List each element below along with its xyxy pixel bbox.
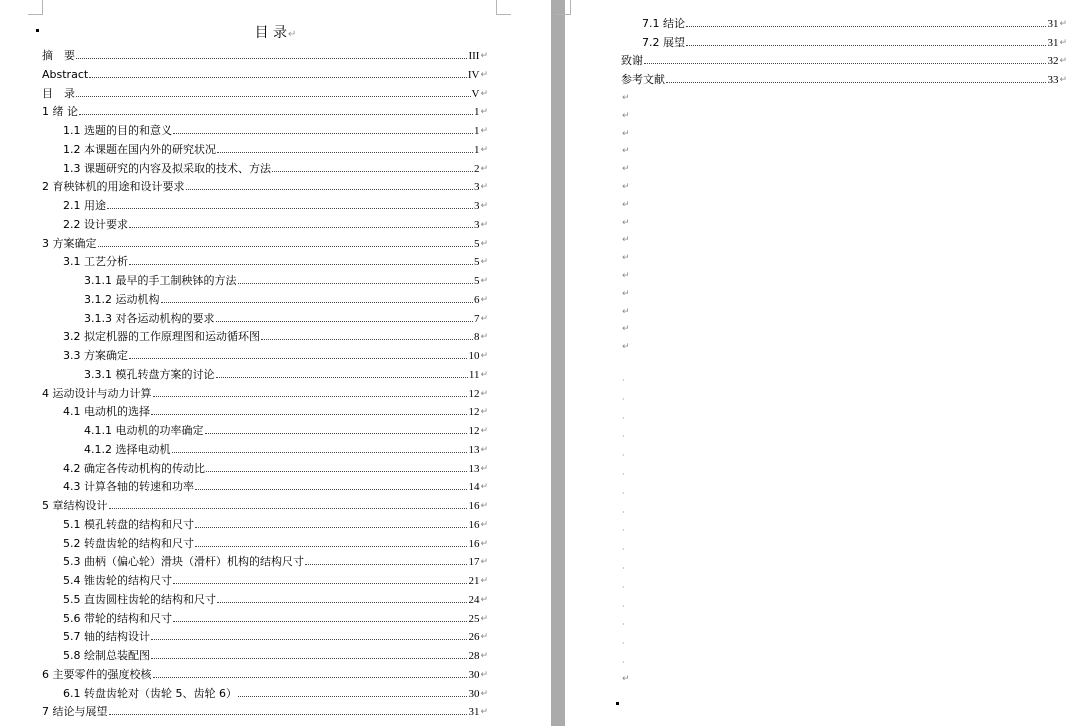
toc-entry-label: 5 章结构设计 xyxy=(42,499,108,512)
paragraph-mark-icon: ↵ xyxy=(480,463,488,474)
toc-dot-leader xyxy=(76,96,471,97)
toc-entry[interactable] xyxy=(42,101,488,119)
paragraph-mark-icon: ↵ xyxy=(480,444,488,455)
toc-entry-label: 4.1 电动机的选择 xyxy=(63,405,150,419)
toc-entry-label: 5.2 转盘齿轮的结构和尺寸 xyxy=(63,536,194,550)
toc-entry-label: 3.1.1 最早的手工制秧钵的方法 xyxy=(84,274,237,287)
toc-dot-leader xyxy=(89,77,467,78)
toc-dot-leader xyxy=(686,26,1046,27)
toc-dot-leader xyxy=(238,283,473,284)
toc-entry-label: 5.1 模孔转盘的结构和尺寸 xyxy=(63,517,194,531)
toc-entry-label: 5.4 锥齿轮的结构尺寸 xyxy=(63,574,172,587)
toc-entry[interactable] xyxy=(63,514,488,532)
paragraph-mark-icon: ↵ xyxy=(480,482,488,493)
paragraph-mark-icon: ↵ xyxy=(622,253,630,264)
toc-entry[interactable] xyxy=(642,13,1067,31)
margin-corner-top-right xyxy=(496,0,511,15)
toc-dot-leader xyxy=(206,471,467,472)
toc-entry[interactable] xyxy=(42,176,488,194)
paragraph-mark-icon: ↵ xyxy=(1059,56,1067,66)
toc-dot-leader xyxy=(129,264,473,265)
toc-dot-leader xyxy=(216,377,468,378)
toc-entry-page: 1 xyxy=(473,125,480,137)
empty-line-mark: · xyxy=(622,639,625,649)
empty-line-mark: · xyxy=(622,451,625,461)
paragraph-mark-icon: ↵ xyxy=(480,107,488,118)
paragraph-mark-icon: ↵ xyxy=(480,557,488,568)
toc-entry-page: 7 xyxy=(473,312,480,325)
toc-entry-label: 6.1 转盘齿轮对（齿轮 5、齿轮 6） xyxy=(63,686,237,700)
paragraph-mark-icon: ↵ xyxy=(480,332,488,343)
toc-entry[interactable] xyxy=(84,420,488,438)
toc-entry[interactable] xyxy=(63,139,488,157)
toc-entry[interactable] xyxy=(63,401,488,419)
toc-entry[interactable] xyxy=(63,533,488,551)
toc-entry-label: 2.1 用途 xyxy=(63,199,106,212)
toc-entry-label: 参考文献 xyxy=(621,72,665,86)
toc-dot-leader xyxy=(109,714,468,715)
toc-entry-label: 1 绪 论 xyxy=(42,105,78,119)
paragraph-mark-icon: ↵ xyxy=(480,126,488,136)
toc-entry[interactable] xyxy=(63,476,488,494)
toc-entry-label: 4.3 计算各轴的转速和功率 xyxy=(63,480,194,494)
toc-entry[interactable] xyxy=(621,50,1067,68)
toc-entry-label: 7 结论与展望 xyxy=(42,705,108,719)
paragraph-mark-icon: ↵ xyxy=(622,342,630,353)
toc-entry[interactable] xyxy=(63,120,488,138)
toc-entry-page: 16 xyxy=(468,518,480,531)
toc-entry-label: 7.1 结论 xyxy=(642,17,685,30)
toc-entry-page: 5 xyxy=(473,256,480,269)
empty-line-mark: · xyxy=(622,601,625,611)
toc-entry-label: 3.1 工艺分析 xyxy=(63,255,128,269)
toc-dot-leader xyxy=(217,152,473,153)
empty-line-mark: · xyxy=(622,413,625,423)
paragraph-mark-icon: ↵ xyxy=(1059,19,1067,29)
toc-entry-label: 1.1 选题的目的和意义 xyxy=(63,124,172,137)
paragraph-mark-icon: ↵ xyxy=(480,688,488,699)
toc-dot-leader xyxy=(238,696,467,697)
toc-heading-text: 目 录 xyxy=(254,25,288,41)
toc-entry-page: 26 xyxy=(468,631,480,644)
page-gap xyxy=(551,0,565,726)
toc-entry-label: 3.1.2 运动机构 xyxy=(84,292,160,306)
toc-entry-page: 1 xyxy=(473,143,480,156)
toc-entry[interactable] xyxy=(63,551,488,569)
toc-entry[interactable] xyxy=(63,214,488,232)
paragraph-mark-icon: ↵ xyxy=(480,669,488,680)
paragraph-mark-icon: ↵ xyxy=(480,407,488,418)
paragraph-mark-icon: ↵ xyxy=(622,93,630,103)
paragraph-mark-icon: ↵ xyxy=(480,294,488,305)
toc-entry-label: 3.3.1 模孔转盘方案的讨论 xyxy=(84,367,215,381)
toc-dot-leader xyxy=(151,658,467,659)
toc-entry[interactable] xyxy=(63,608,488,626)
toc-entry[interactable] xyxy=(42,45,488,63)
paragraph-mark-icon: ↵ xyxy=(480,388,488,399)
paragraph-mark-icon: ↵ xyxy=(622,235,630,246)
toc-entry[interactable] xyxy=(84,364,488,382)
toc-entry[interactable] xyxy=(84,308,488,326)
toc-entry[interactable] xyxy=(84,270,488,288)
paragraph-mark-icon: ↵ xyxy=(622,324,630,335)
toc-entry-label: 3 方案确定 xyxy=(42,236,97,250)
empty-line-mark: · xyxy=(622,564,625,573)
toc-entry-page: 8 xyxy=(473,331,480,344)
paragraph-mark-icon: ↵ xyxy=(480,594,488,605)
toc-entry-page: 25 xyxy=(468,612,480,625)
empty-line-mark: · xyxy=(622,658,625,667)
toc-entry-label: 目 录 xyxy=(42,86,75,100)
toc-entry-page: 5 xyxy=(473,275,480,287)
paragraph-mark-icon: ↵ xyxy=(480,519,488,530)
paragraph-mark-icon: ↵ xyxy=(622,146,630,157)
paragraph-mark-icon: ↵ xyxy=(480,426,488,436)
empty-line-mark: · xyxy=(622,582,625,592)
toc-dot-leader xyxy=(151,414,467,415)
paragraph-mark-icon: ↵ xyxy=(480,238,488,249)
toc-entry-label: 6 主要零件的强度校核 xyxy=(42,667,152,681)
toc-entry-page: 13 xyxy=(468,443,480,456)
toc-dot-leader xyxy=(217,602,467,603)
toc-dot-leader xyxy=(261,339,473,340)
toc-entry-label: 4.2 确定各传动机构的传动比 xyxy=(63,461,205,475)
paragraph-mark-icon: ↵ xyxy=(480,501,488,511)
paragraph-mark-icon: ↵ xyxy=(480,201,488,211)
paragraph-mark-icon: ↵ xyxy=(480,144,488,155)
toc-entry[interactable] xyxy=(63,645,488,663)
toc-entry-page: 5 xyxy=(473,237,480,250)
toc-entry-page: 3 xyxy=(473,200,480,212)
paragraph-mark-icon: ↵ xyxy=(480,707,488,718)
toc-dot-leader xyxy=(153,677,468,678)
document-page-right xyxy=(565,0,1069,726)
empty-line-mark: · xyxy=(622,488,625,498)
toc-entry[interactable] xyxy=(63,589,488,607)
paragraph-mark-icon: ↵ xyxy=(480,369,488,380)
toc-entry-label: 5.8 绘制总装配图 xyxy=(63,649,150,662)
toc-entry-label: 3.3 方案确定 xyxy=(63,349,128,362)
toc-entry-label: 5.3 曲柄（偏心轮）滑块（滑杆）机构的结构尺寸 xyxy=(63,555,304,569)
paragraph-mark-icon: ↵ xyxy=(480,163,488,174)
toc-dot-leader xyxy=(107,208,473,209)
paragraph-mark-icon: ↵ xyxy=(480,219,488,230)
toc-entry-page: 16 xyxy=(468,500,480,512)
toc-dot-leader xyxy=(129,358,467,359)
paragraph-mark-icon: ↵ xyxy=(622,182,630,192)
empty-line-mark: · xyxy=(622,620,625,630)
toc-entry[interactable] xyxy=(621,69,1067,87)
toc-entry[interactable] xyxy=(42,495,488,513)
toc-dot-leader xyxy=(686,45,1046,46)
toc-entry-label: 3.1.3 对各运动机构的要求 xyxy=(84,311,215,325)
toc-entry-page: 13 xyxy=(468,462,480,475)
paragraph-mark-icon: ↵ xyxy=(480,651,488,661)
toc-dot-leader xyxy=(305,564,467,565)
toc-entry-page: 31 xyxy=(1047,36,1059,49)
toc-entry-page: 17 xyxy=(468,556,480,569)
paragraph-mark-icon: ↵ xyxy=(480,69,488,80)
toc-entry-label: 5.6 带轮的结构和尺寸 xyxy=(63,611,172,625)
paragraph-mark-icon: ↵ xyxy=(480,576,488,586)
paragraph-mark-icon: ↵ xyxy=(480,51,488,61)
paragraph-mark-icon: ↵ xyxy=(480,538,488,549)
toc-entry-page: 2 xyxy=(473,162,480,175)
toc-entry-page: 16 xyxy=(468,537,480,550)
toc-entry-label: 1.3 课题研究的内容及拟采取的技术、方法 xyxy=(63,161,271,175)
toc-dot-leader xyxy=(272,171,473,172)
empty-line-mark: · xyxy=(622,545,625,555)
paragraph-mark-icon: ↵ xyxy=(622,271,630,281)
toc-entry-page: IV xyxy=(467,68,480,81)
toc-dot-leader xyxy=(109,508,468,509)
empty-line-mark: · xyxy=(622,526,625,536)
paragraph-mark-icon: ↵ xyxy=(480,257,488,268)
toc-entry-label: 2.2 设计要求 xyxy=(63,217,128,231)
toc-dot-leader xyxy=(644,63,1046,64)
toc-dot-leader xyxy=(173,583,467,584)
paragraph-mark-icon: ↵ xyxy=(480,313,488,324)
empty-line-mark: · xyxy=(622,376,625,385)
paragraph-bullet xyxy=(616,702,619,705)
toc-entry-label: 4.1.2 选择电动机 xyxy=(84,442,171,456)
toc-dot-leader xyxy=(195,546,467,547)
paragraph-mark-icon: ↵ xyxy=(1059,74,1067,85)
toc-dot-leader xyxy=(205,433,468,434)
paragraph-mark-icon: ↵ xyxy=(480,276,488,286)
toc-entry[interactable] xyxy=(63,626,488,644)
toc-entry-label: 致谢 xyxy=(621,54,643,67)
toc-dot-leader xyxy=(216,321,473,322)
toc-entry[interactable] xyxy=(63,326,488,344)
paragraph-mark-icon: ↵ xyxy=(622,199,630,210)
toc-entry-label: 4 运动设计与动力计算 xyxy=(42,386,152,400)
toc-dot-leader xyxy=(173,621,467,622)
toc-entry-page: 12 xyxy=(468,425,480,437)
empty-line-mark: · xyxy=(622,507,625,517)
toc-entry-label: 7.2 展望 xyxy=(642,35,685,49)
toc-entry[interactable] xyxy=(42,83,488,101)
paragraph-mark-icon: ↵ xyxy=(622,110,630,121)
toc-entry-page: 6 xyxy=(473,293,480,306)
toc-dot-leader xyxy=(172,452,468,453)
toc-entry-page: 21 xyxy=(468,575,480,587)
toc-entry-page: 12 xyxy=(468,406,480,419)
paragraph-mark-icon: ↵ xyxy=(622,217,630,228)
toc-entry-label: 5.5 直齿圆柱齿轮的结构和尺寸 xyxy=(63,592,216,606)
toc-dot-leader xyxy=(79,114,473,115)
toc-entry[interactable] xyxy=(84,289,488,307)
paragraph-mark-icon: ↵ xyxy=(622,128,630,139)
toc-entry[interactable] xyxy=(63,345,488,363)
toc-entry-page: III xyxy=(468,50,480,62)
toc-entry[interactable] xyxy=(63,158,488,176)
toc-entry-label: Abstract xyxy=(42,67,89,81)
toc-entry-page: 11 xyxy=(468,368,480,381)
paragraph-mark-icon: ↵ xyxy=(480,632,488,643)
toc-dot-leader xyxy=(151,639,467,640)
toc-entry-page: 12 xyxy=(468,387,480,400)
toc-entry[interactable] xyxy=(42,664,488,682)
toc-entry-page: 1 xyxy=(473,106,480,119)
paragraph-mark-icon: ↵ xyxy=(622,288,630,299)
toc-entry-label: 4.1.1 电动机的功率确定 xyxy=(84,424,204,437)
toc-entry-page: 31 xyxy=(1047,18,1059,30)
empty-line-mark: · xyxy=(622,470,625,479)
toc-entry[interactable] xyxy=(42,701,488,719)
paragraph-mark-icon: ↵ xyxy=(622,674,630,684)
empty-line-mark: · xyxy=(622,394,625,404)
toc-entry-page: 3 xyxy=(473,181,480,194)
toc-entry[interactable] xyxy=(63,570,488,588)
toc-entry-page: 32 xyxy=(1047,55,1059,67)
toc-entry[interactable] xyxy=(63,251,488,269)
toc-dot-leader xyxy=(186,189,473,190)
toc-entry-page: 31 xyxy=(468,706,480,719)
toc-entry[interactable] xyxy=(642,32,1067,50)
empty-line-mark: · xyxy=(622,432,625,442)
toc-entry[interactable] xyxy=(42,233,488,251)
toc-dot-leader xyxy=(129,227,473,228)
paragraph-mark-icon: ↵ xyxy=(288,29,297,40)
toc-entry-page: 3 xyxy=(473,218,480,231)
toc-dot-leader xyxy=(161,302,473,303)
toc-entry[interactable] xyxy=(42,64,488,82)
toc-heading xyxy=(0,22,551,42)
paragraph-mark-icon: ↵ xyxy=(480,88,488,99)
toc-dot-leader xyxy=(195,527,467,528)
toc-dot-leader xyxy=(98,246,473,247)
paragraph-mark-icon: ↵ xyxy=(480,182,488,193)
toc-entry-page: 28 xyxy=(468,650,480,662)
toc-entry-page: V xyxy=(471,87,480,100)
toc-dot-leader xyxy=(195,489,467,490)
toc-entry-label: 1.2 本课题在国内外的研究状况 xyxy=(63,142,216,156)
toc-entry-page: 33 xyxy=(1047,73,1059,86)
toc-dot-leader xyxy=(76,58,467,59)
paragraph-mark-icon: ↵ xyxy=(622,164,630,175)
toc-entry[interactable] xyxy=(63,195,488,213)
toc-entry-page: 30 xyxy=(468,668,480,681)
toc-entry[interactable] xyxy=(84,439,488,457)
toc-entry-page: 14 xyxy=(468,481,480,494)
margin-corner-top-left xyxy=(556,0,571,15)
toc-entry-label: 5.7 轴的结构设计 xyxy=(63,630,150,644)
paragraph-mark-icon: ↵ xyxy=(480,351,488,361)
margin-corner-top-left xyxy=(28,0,43,15)
toc-entry-label: 摘 要 xyxy=(42,49,75,62)
toc-dot-leader xyxy=(666,82,1046,83)
paragraph-mark-icon: ↵ xyxy=(622,306,630,317)
toc-entry-page: 24 xyxy=(468,593,480,606)
toc-entry[interactable] xyxy=(42,383,488,401)
toc-entry-label: 2 育秧钵机的用途和设计要求 xyxy=(42,180,185,194)
toc-entry-label: 3.2 拟定机器的工作原理图和运动循环图 xyxy=(63,330,260,344)
toc-entry-page: 30 xyxy=(468,687,480,700)
toc-dot-leader xyxy=(173,133,473,134)
paragraph-mark-icon: ↵ xyxy=(480,613,488,624)
toc-entry-page: 10 xyxy=(468,350,480,362)
toc-dot-leader xyxy=(153,396,468,397)
toc-entry[interactable] xyxy=(63,458,488,476)
paragraph-mark-icon: ↵ xyxy=(1059,37,1067,48)
toc-entry[interactable] xyxy=(63,683,488,701)
